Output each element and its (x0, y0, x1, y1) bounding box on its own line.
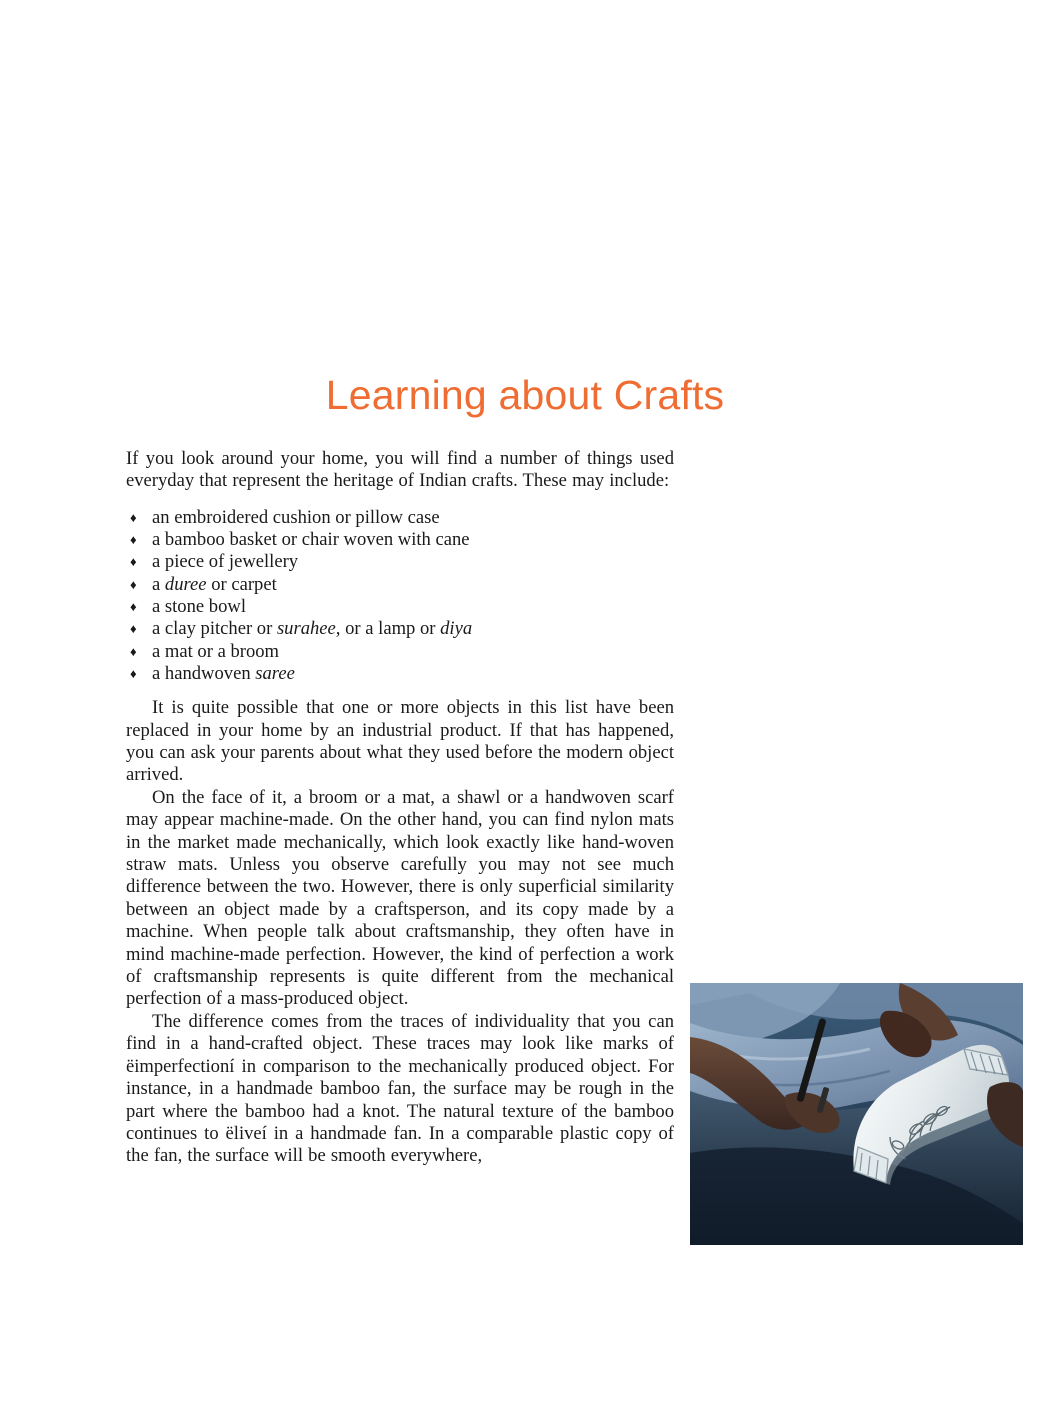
list-item-label-tail: or carpet (206, 573, 277, 595)
body-paragraph-1: It is quite possible that one or more objects in this list have been replaced in your home by an industrial product. If that has happened, you can ask your parents about what they used before the modern object arrived. (126, 697, 674, 786)
list-item-label: a clay pitcher or (152, 618, 277, 640)
craftsperson-painting-pot-photo (690, 983, 1023, 1245)
body-paragraph-2: On the face of it, a broom or a mat, a shawl or a handwoven scarf may appear machine-made. On the other hand, you can find nylon mats in the market made mechanically, which look exactly like hand-woven straw mats. Unless you observe carefully you may not see much difference between the two. However, there is only superficial similarity between an object made by a craftsperson, and its copy made by a machine. When people talk about craftsmanship, they often have in mind machine-made perfection. However, the kind of perfection a work of craftsmanship represents is quite different from the mechanical perfection of a mass-produced object. (126, 786, 674, 1010)
bullet-icon: ♦ (130, 554, 137, 570)
list-item (126, 551, 674, 573)
list-item-emphasis: saree (255, 662, 295, 684)
list-item-label: an embroidered cushion or pillow case (152, 506, 440, 528)
crafts-list (126, 507, 674, 685)
bullet-icon: ♦ (130, 576, 137, 592)
bullet-icon: ♦ (130, 665, 137, 681)
bullet-icon: ♦ (130, 599, 137, 614)
list-item (126, 596, 674, 618)
list-item (126, 507, 674, 529)
bullet-icon: ♦ (130, 532, 137, 548)
list-item (126, 618, 674, 640)
body-paragraph-3: The difference comes from the traces of individuality that you can find in a hand-crafted object. These traces may look like marks of ëimperfectioní in comparison to the mechanically produced object. For instance, in a handmade bamboo fan, the surface may be rough in the part where the bamboo had a knot. The natural texture of the bamboo continues to ëliveí in a handmade fan. In a comparable plastic copy of the fan, the surface will be smooth everywhere, (126, 1010, 674, 1167)
list-item (126, 641, 674, 663)
bullet-icon: ♦ (130, 621, 137, 637)
list-item-label: a stone bowl (152, 596, 246, 617)
list-item-emphasis: duree (164, 573, 207, 595)
list-item (126, 574, 674, 596)
list-item-label-tail: or a lamp or (340, 618, 441, 640)
list-item-emphasis-2: diya (440, 618, 473, 640)
list-item-label: a piece of jewellery (152, 551, 299, 573)
list-item (126, 529, 674, 551)
intro-paragraph: If you look around your home, you will find a number of things used everyday that represent the heritage of Indian crafts. These may include: (126, 448, 674, 492)
bullet-icon: ♦ (130, 643, 137, 659)
article-body (126, 448, 674, 1168)
bullet-icon: ♦ (130, 509, 137, 525)
list-item-label: a mat or a broom (152, 640, 280, 662)
list-item (126, 663, 674, 685)
list-item-label: a (152, 573, 165, 595)
page-title: Learning about Crafts (325, 372, 725, 419)
list-item-emphasis: surahee, (276, 618, 341, 640)
list-item-label: a bamboo basket or chair woven with cane (152, 529, 470, 551)
list-item-label: a handwoven (152, 662, 256, 684)
